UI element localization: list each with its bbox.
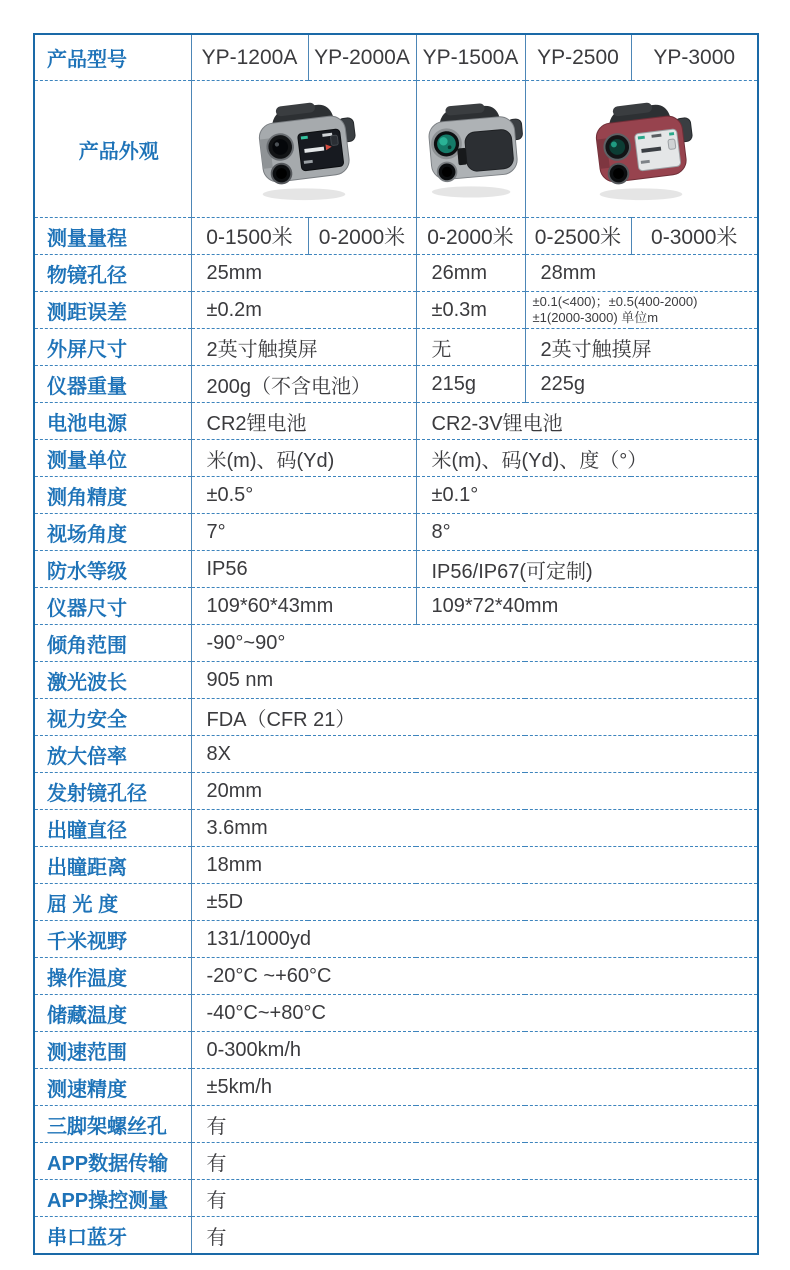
- table-row: [34, 218, 758, 255]
- spec-cell: CR2-3V锂电池: [416, 403, 758, 440]
- spec-row-label: 仪器重量: [34, 366, 191, 403]
- table-row: [34, 958, 758, 995]
- spec-cell: ±0.2m: [191, 292, 416, 329]
- table-row: [34, 329, 758, 366]
- spec-cell: ±5km/h: [191, 1069, 758, 1106]
- table-row: [34, 1180, 758, 1217]
- table-row: [34, 995, 758, 1032]
- table-row: [34, 699, 758, 736]
- table-row: [34, 810, 758, 847]
- model-name: YP-1500A: [416, 34, 525, 81]
- spec-cell: CR2锂电池: [191, 403, 416, 440]
- header-row: [34, 34, 758, 81]
- table-row: [34, 403, 758, 440]
- spec-cell: 无: [416, 329, 525, 366]
- spec-row-label: 放大倍率: [34, 736, 191, 773]
- spec-row-label: 测量单位: [34, 440, 191, 477]
- spec-cell: 0-2000米: [416, 218, 525, 255]
- spec-cell: 0-300km/h: [191, 1032, 758, 1069]
- spec-row-label: APP数据传输: [34, 1143, 191, 1180]
- spec-cell: 8°: [416, 514, 758, 551]
- table-row: [34, 292, 758, 329]
- spec-cell: 0-1500米: [191, 218, 308, 255]
- spec-cell: 0-2500米: [525, 218, 631, 255]
- appearance-row: [34, 81, 758, 218]
- spec-cell: ±5D: [191, 884, 758, 921]
- spec-row-label: 测速范围: [34, 1032, 191, 1069]
- spec-row-label: 测角精度: [34, 477, 191, 514]
- spec-cell: 0-2000米: [308, 218, 416, 255]
- product-image-rangefinder-silver-lens-view: [416, 81, 525, 218]
- spec-row-label: 屈 光 度: [34, 884, 191, 921]
- table-row: [34, 1143, 758, 1180]
- spec-cell: 2英寸触摸屏: [191, 329, 416, 366]
- spec-cell: -20°C ~+60°C: [191, 958, 758, 995]
- spec-cell: 米(m)、码(Yd)、度（°）: [416, 440, 758, 477]
- spec-cell: 7°: [191, 514, 416, 551]
- model-name: YP-3000: [631, 34, 758, 81]
- spec-cell: [525, 292, 758, 329]
- spec-cell: 26mm: [416, 255, 525, 292]
- spec-cell: -40°C~+80°C: [191, 995, 758, 1032]
- spec-cell: 2英寸触摸屏: [525, 329, 758, 366]
- spec-cell: 米(m)、码(Yd): [191, 440, 416, 477]
- spec-row-label: 测量量程: [34, 218, 191, 255]
- spec-cell: ±0.3m: [416, 292, 525, 329]
- table-row: [34, 773, 758, 810]
- spec-cell-line: ±1(2000-3000) 单位m: [532, 310, 659, 325]
- table-row: [34, 1106, 758, 1143]
- spec-cell: 131/1000yd: [191, 921, 758, 958]
- table-row: [34, 588, 758, 625]
- spec-cell-line: ±0.1(<400)；±0.5(400-2000): [532, 294, 698, 310]
- table-row: [34, 736, 758, 773]
- spec-row-label: 仪器尺寸: [34, 588, 191, 625]
- table-row: [34, 662, 758, 699]
- spec-row-label: 视力安全: [34, 699, 191, 736]
- spec-row-label: 操作温度: [34, 958, 191, 995]
- table-row: [34, 551, 758, 588]
- spec-cell: IP56/IP67(可定制): [416, 551, 758, 588]
- spec-row-label: 千米视野: [34, 921, 191, 958]
- appearance-label: 产品外观: [34, 81, 191, 218]
- spec-row-label: 电池电源: [34, 403, 191, 440]
- spec-cell: 225g: [525, 366, 758, 403]
- spec-row-label: 出瞳直径: [34, 810, 191, 847]
- spec-cell: 200g（不含电池）: [191, 366, 416, 403]
- spec-cell: 0-3000米: [631, 218, 758, 255]
- table-row: [34, 440, 758, 477]
- spec-row-label: 三脚架螺丝孔: [34, 1106, 191, 1143]
- rangefinder-red-with-screen-illustration: [582, 88, 700, 210]
- spec-cell: 215g: [416, 366, 525, 403]
- table-row: [34, 847, 758, 884]
- spec-row-label: 倾角范围: [34, 625, 191, 662]
- spec-row-label: 视场角度: [34, 514, 191, 551]
- spec-cell: IP56: [191, 551, 416, 588]
- spec-cell: 109*72*40mm: [416, 588, 758, 625]
- spec-cell: 有: [191, 1217, 758, 1255]
- spec-row-label: APP操控测量: [34, 1180, 191, 1217]
- table-row: [34, 514, 758, 551]
- spec-cell: FDA（CFR 21）: [191, 699, 758, 736]
- table-row: [34, 625, 758, 662]
- rangefinder-silver-with-screen-illustration: [245, 88, 363, 210]
- table-row: [34, 1069, 758, 1106]
- model-name: YP-2000A: [308, 34, 416, 81]
- spec-row-label: 出瞳距离: [34, 847, 191, 884]
- product-spec-table: [33, 33, 759, 1255]
- product-image-rangefinder-silver-with-screen: [191, 81, 416, 218]
- spec-cell: 有: [191, 1143, 758, 1180]
- spec-cell: 109*60*43mm: [191, 588, 416, 625]
- spec-row-label: 外屏尺寸: [34, 329, 191, 366]
- spec-row-label: 储藏温度: [34, 995, 191, 1032]
- spec-row-label: 防水等级: [34, 551, 191, 588]
- spec-cell: 25mm: [191, 255, 416, 292]
- spec-row-label: 串口蓝牙: [34, 1217, 191, 1255]
- table-row: [34, 884, 758, 921]
- spec-row-label: 激光波长: [34, 662, 191, 699]
- spec-cell: 905 nm: [191, 662, 758, 699]
- spec-cell: 有: [191, 1106, 758, 1143]
- header-label: 产品型号: [47, 49, 127, 71]
- table-row: [34, 921, 758, 958]
- product-image-rangefinder-red-with-screen: [525, 81, 758, 218]
- table-row: [34, 1217, 758, 1255]
- spec-cell: ±0.5°: [191, 477, 416, 514]
- spec-cell: 20mm: [191, 773, 758, 810]
- spec-cell: -90°~90°: [191, 625, 758, 662]
- spec-row-label: 物镜孔径: [34, 255, 191, 292]
- table-row: [34, 366, 758, 403]
- spec-row-label: 发射镜孔径: [34, 773, 191, 810]
- rangefinder-silver-lens-view-illustration: [417, 88, 526, 210]
- table-row: [34, 1032, 758, 1069]
- spec-cell: 有: [191, 1180, 758, 1217]
- spec-cell: 8X: [191, 736, 758, 773]
- spec-cell: 18mm: [191, 847, 758, 884]
- spec-cell: 28mm: [525, 255, 758, 292]
- spec-row-label: 测速精度: [34, 1069, 191, 1106]
- table-row: [34, 255, 758, 292]
- spec-cell: 3.6mm: [191, 810, 758, 847]
- table-row: [34, 477, 758, 514]
- spec-cell: ±0.1°: [416, 477, 758, 514]
- spec-row-label: 测距误差: [34, 292, 191, 329]
- model-name: YP-1200A: [191, 34, 308, 81]
- model-name: YP-2500: [525, 34, 631, 81]
